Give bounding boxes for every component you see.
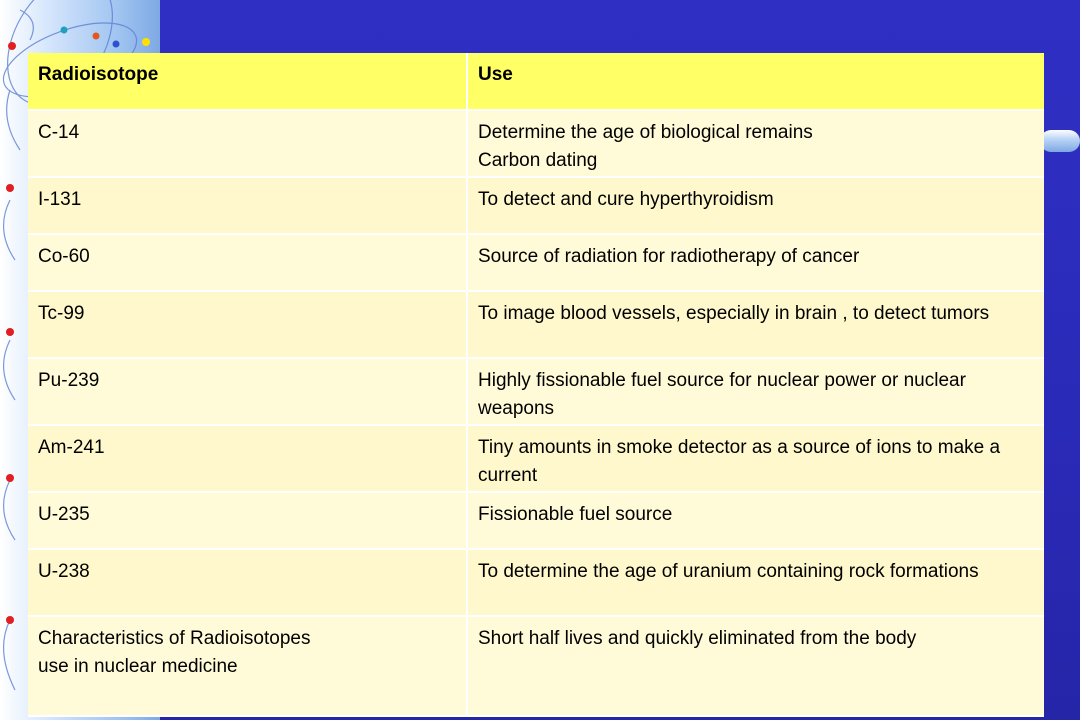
table-row <box>28 358 1044 425</box>
isotope-cell: U-238 <box>28 549 467 616</box>
use-cell: Determine the age of biological remains Carbon dating <box>467 110 1044 177</box>
isotope-cell: Co-60 <box>28 234 467 291</box>
isotope-cell: Tc-99 <box>28 291 467 358</box>
use-cell: Highly fissionable fuel source for nuclear power or nuclear weapons <box>467 358 1044 425</box>
table-row <box>28 110 1044 177</box>
isotope-cell: I-131 <box>28 177 467 234</box>
isotope-cell: C-14 <box>28 110 467 177</box>
header-radioisotope: Radioisotope <box>28 53 467 110</box>
table-row <box>28 616 1044 716</box>
radioisotope-table <box>28 53 1044 717</box>
table-row <box>28 234 1044 291</box>
table-row <box>28 492 1044 549</box>
table-row <box>28 177 1044 234</box>
use-cell: Tiny amounts in smoke detector as a source of ions to make a current <box>467 425 1044 492</box>
use-cell: To image blood vessels, especially in brain , to detect tumors <box>467 291 1044 358</box>
use-cell: Short half lives and quickly eliminated from the body <box>467 616 1044 716</box>
use-cell: To detect and cure hyperthyroidism <box>467 177 1044 234</box>
use-cell: Source of radiation for radiotherapy of cancer <box>467 234 1044 291</box>
use-cell: To determine the age of uranium containing rock formations <box>467 549 1044 616</box>
isotope-cell: Characteristics of Radioisotopes use in nuclear medicine <box>28 616 467 716</box>
table-header-row <box>28 53 1044 110</box>
header-use: Use <box>467 53 1044 110</box>
right-decorative-bar <box>1040 130 1080 152</box>
table-row <box>28 549 1044 616</box>
isotope-cell: Pu-239 <box>28 358 467 425</box>
table-row <box>28 291 1044 358</box>
use-cell: Fissionable fuel source <box>467 492 1044 549</box>
isotope-cell: U-235 <box>28 492 467 549</box>
table-row <box>28 425 1044 492</box>
isotope-cell: Am-241 <box>28 425 467 492</box>
